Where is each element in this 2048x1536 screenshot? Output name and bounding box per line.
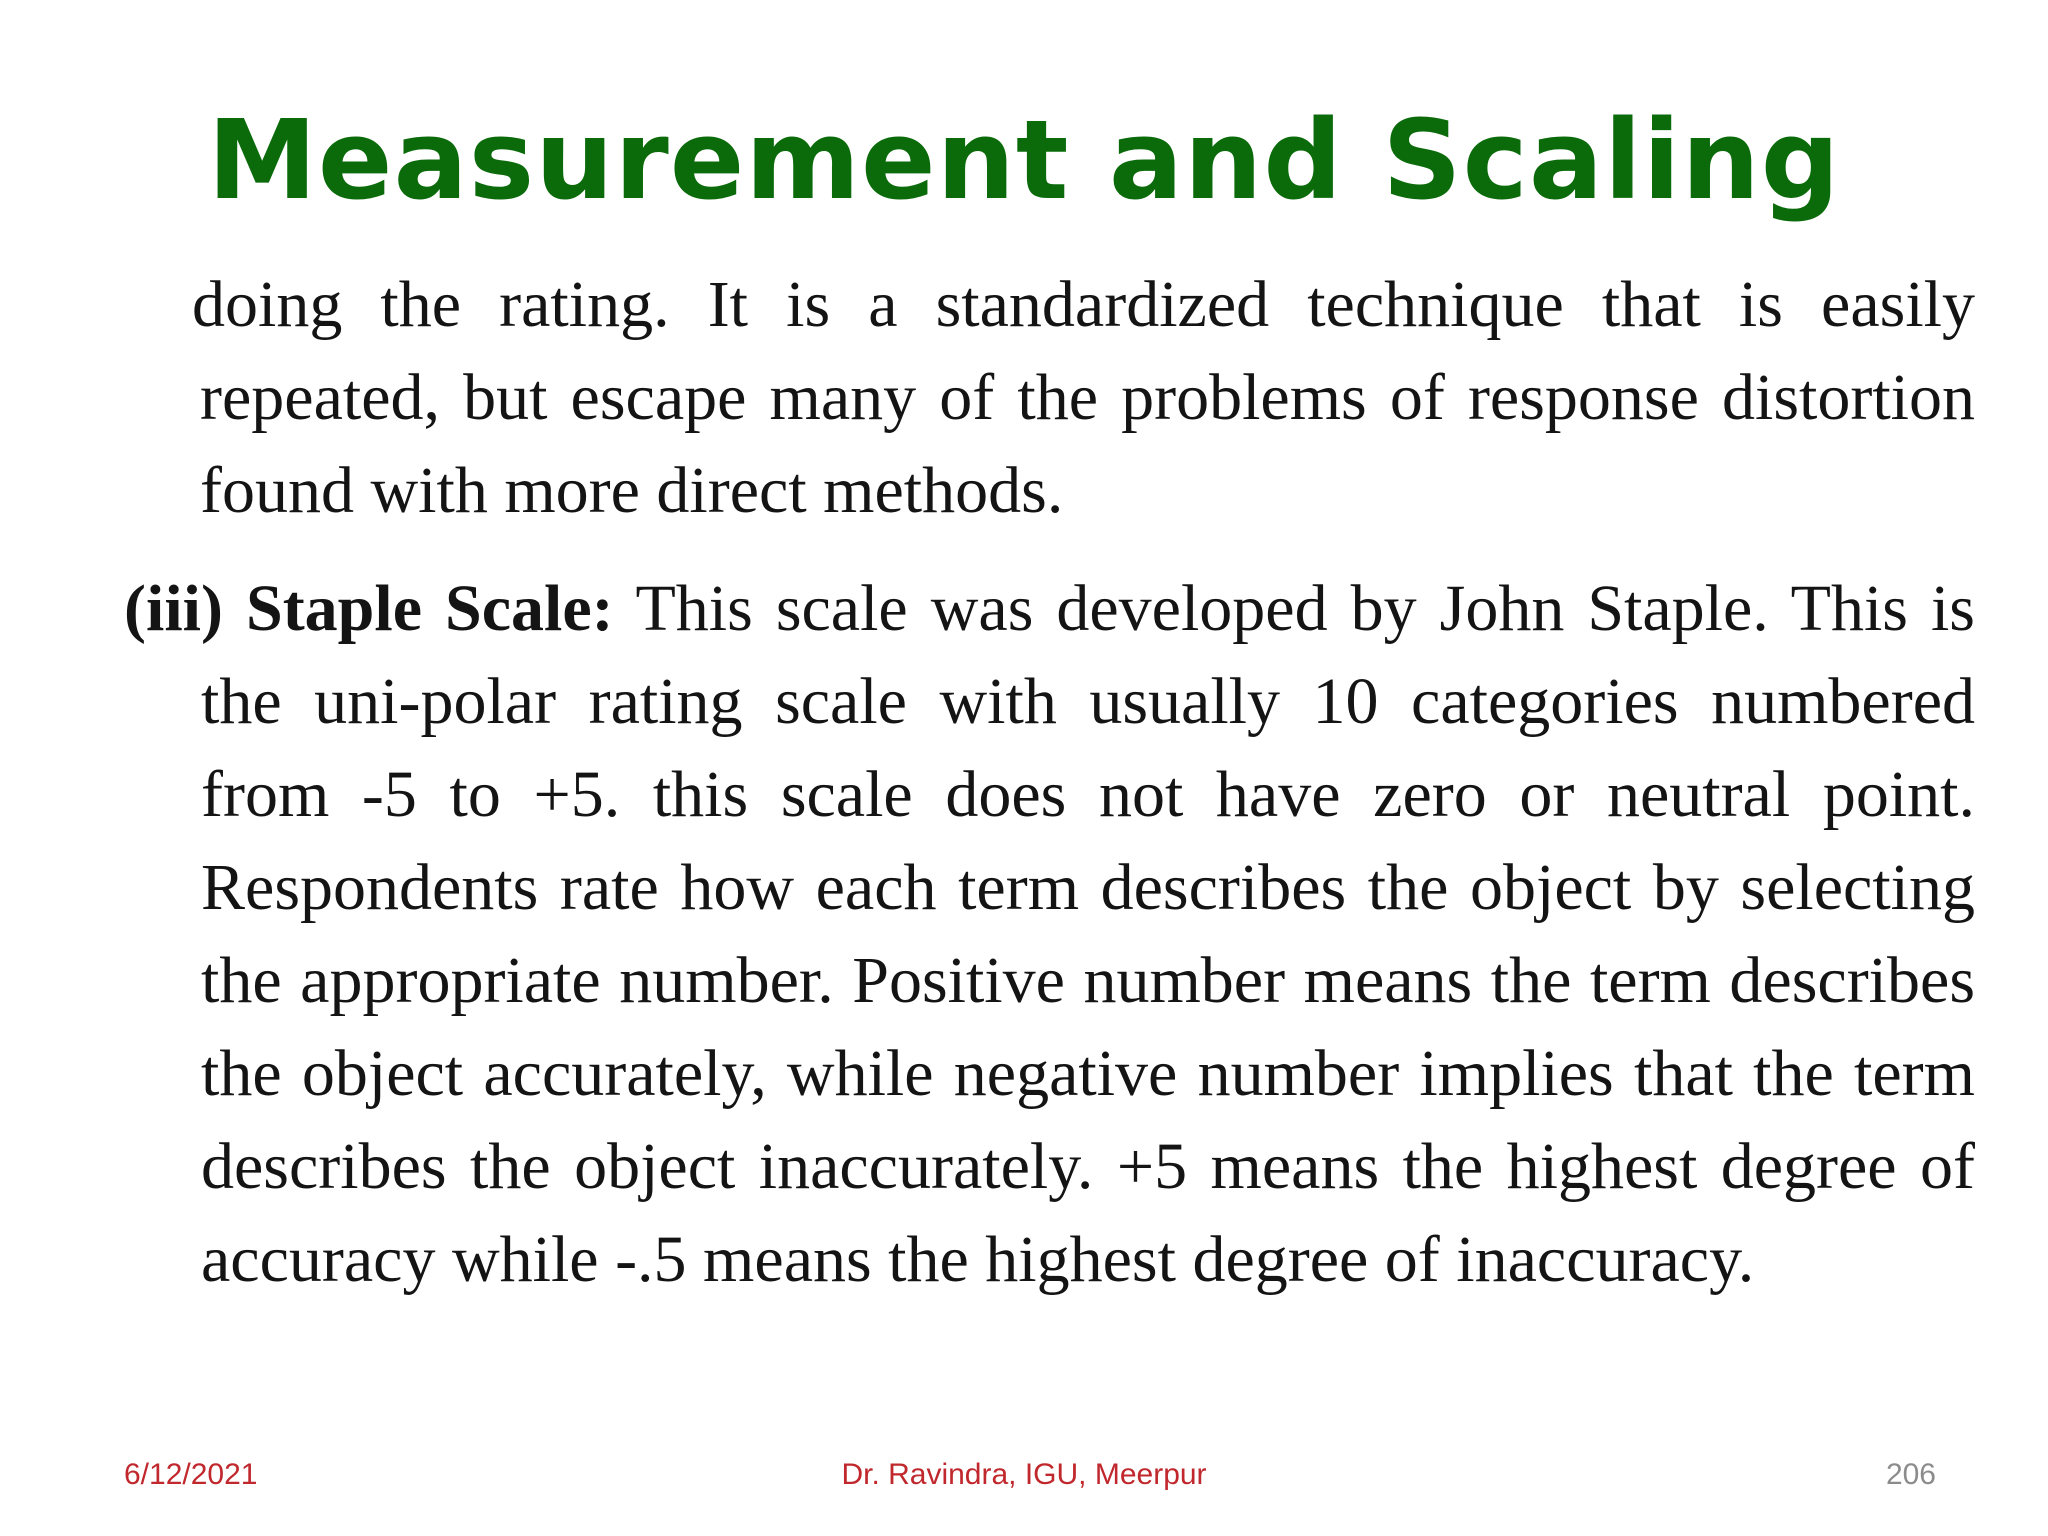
paragraph-staple-scale [124, 562, 1975, 1306]
footer-author: Dr. Ravindra, IGU, Meerpur [841, 1458, 1207, 1491]
footer-page-number: 206 [1885, 1458, 1936, 1491]
staple-scale-heading: (iii) Staple Scale: [124, 572, 614, 645]
paragraph-continuation: doing the rating. It is a standardized technique that is easily repeated, but escape many of the problems of response distortion found with more direct methods. [192, 268, 1975, 527]
staple-scale-description: This scale was developed by John Staple. This is the uni-polar rating scale with usually 10 categories numbered from -5 to +5. this scale does not have zero or neutral point. Respondents rate how each term describes the object by selecting the appropriate number. Positive number means the term describes the object accurately, while negative number implies that the term describes the object inaccurately. +5 means the highest degree of accuracy while -.5 means the highest degree of inaccuracy. [201, 572, 1975, 1296]
footer-date: 6/12/2021 [124, 1458, 258, 1491]
slide-title: Measurement and Scaling [207, 96, 1841, 224]
